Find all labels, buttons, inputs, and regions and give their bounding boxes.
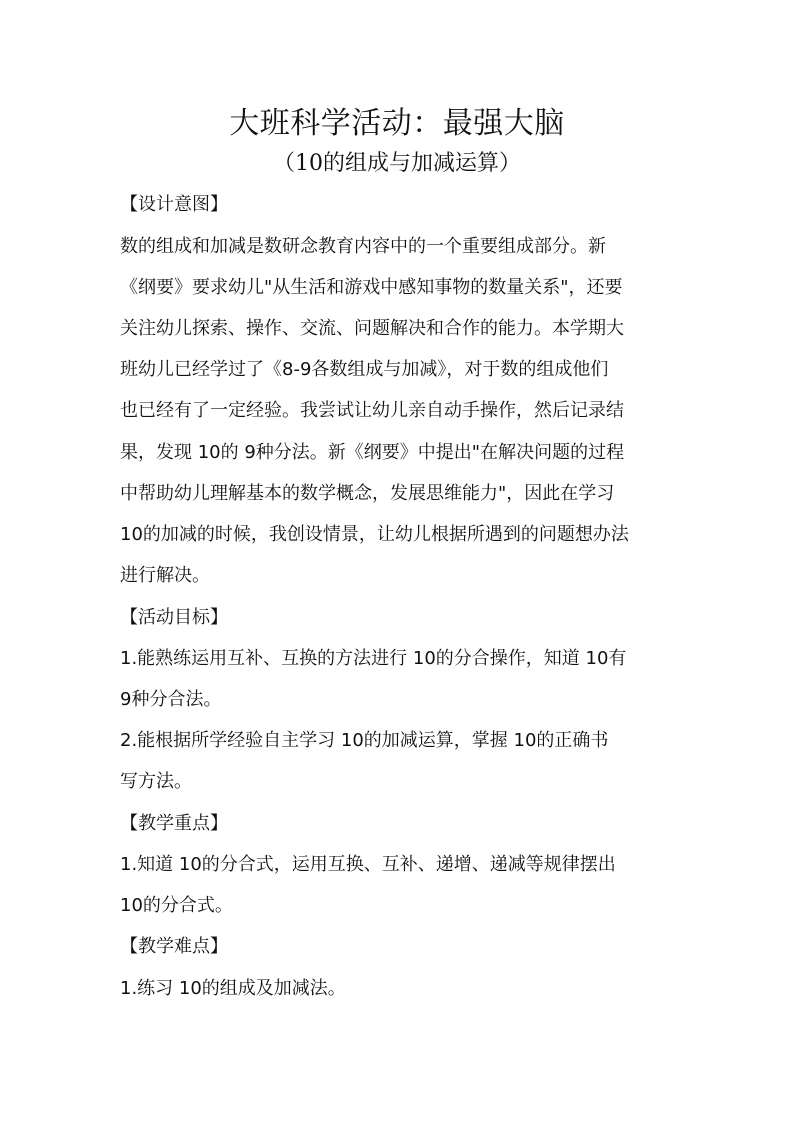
goal-item: 2.能根据所学经验自主学习 10的加减运算，掌握 10的正确书 xyxy=(120,730,609,751)
goal-item: 1.能熟练运用互补、互换的方法进行 10的分合操作，知道 10有 xyxy=(120,648,627,669)
section-heading-design-intent: 【设计意图】 xyxy=(120,194,228,215)
goal-item: 写方法。 xyxy=(120,771,192,792)
goal-item: 9种分合法。 xyxy=(120,689,222,710)
paragraph-line: 关注幼儿探索、操作、交流、问题解决和合作的能力。本学期大 xyxy=(120,318,624,339)
paragraph-line: 中帮助幼儿理解基本的数学概念，发展思维能力"，因此在学习 xyxy=(120,483,615,504)
paragraph-line: 班幼儿已经学过了《8-9各数组成与加减》，对于数的组成他们 xyxy=(120,359,609,380)
difficulty-item: 1.练习 10的组成及加减法。 xyxy=(120,978,346,999)
paragraph-line: 10的加减的时候，我创设情景，让幼儿根据所遇到的问题想办法 xyxy=(120,524,629,545)
page-subtitle: （10的组成与加减运算） xyxy=(273,151,521,176)
focus-item: 1.知道 10的分合式，运用互换、互补、递增、递减等规律摆出 xyxy=(120,854,616,875)
focus-item: 10的分合式。 xyxy=(120,895,233,916)
section-heading-teaching-focus: 【教学重点】 xyxy=(120,813,228,834)
paragraph-line: 果，发现 10的 9种分法。新《纲要》中提出"在解决问题的过程 xyxy=(120,442,625,463)
paragraph-line: 数的组成和加减是数研念教育内容中的一个重要组成部分。新 xyxy=(120,236,606,257)
page-title: 大班科学活动：最强大脑 xyxy=(229,106,565,141)
section-heading-teaching-difficulty: 【教学难点】 xyxy=(120,936,228,957)
paragraph-line: 进行解决。 xyxy=(120,565,210,586)
paragraph-line: 《纲要》要求幼儿"从生活和游戏中感知事物的数量关系"，还要 xyxy=(120,277,623,298)
section-heading-activity-goals: 【活动目标】 xyxy=(120,607,228,628)
paragraph-line: 也已经有了一定经验。我尝试让幼儿亲自动手操作，然后记录结 xyxy=(120,400,624,421)
